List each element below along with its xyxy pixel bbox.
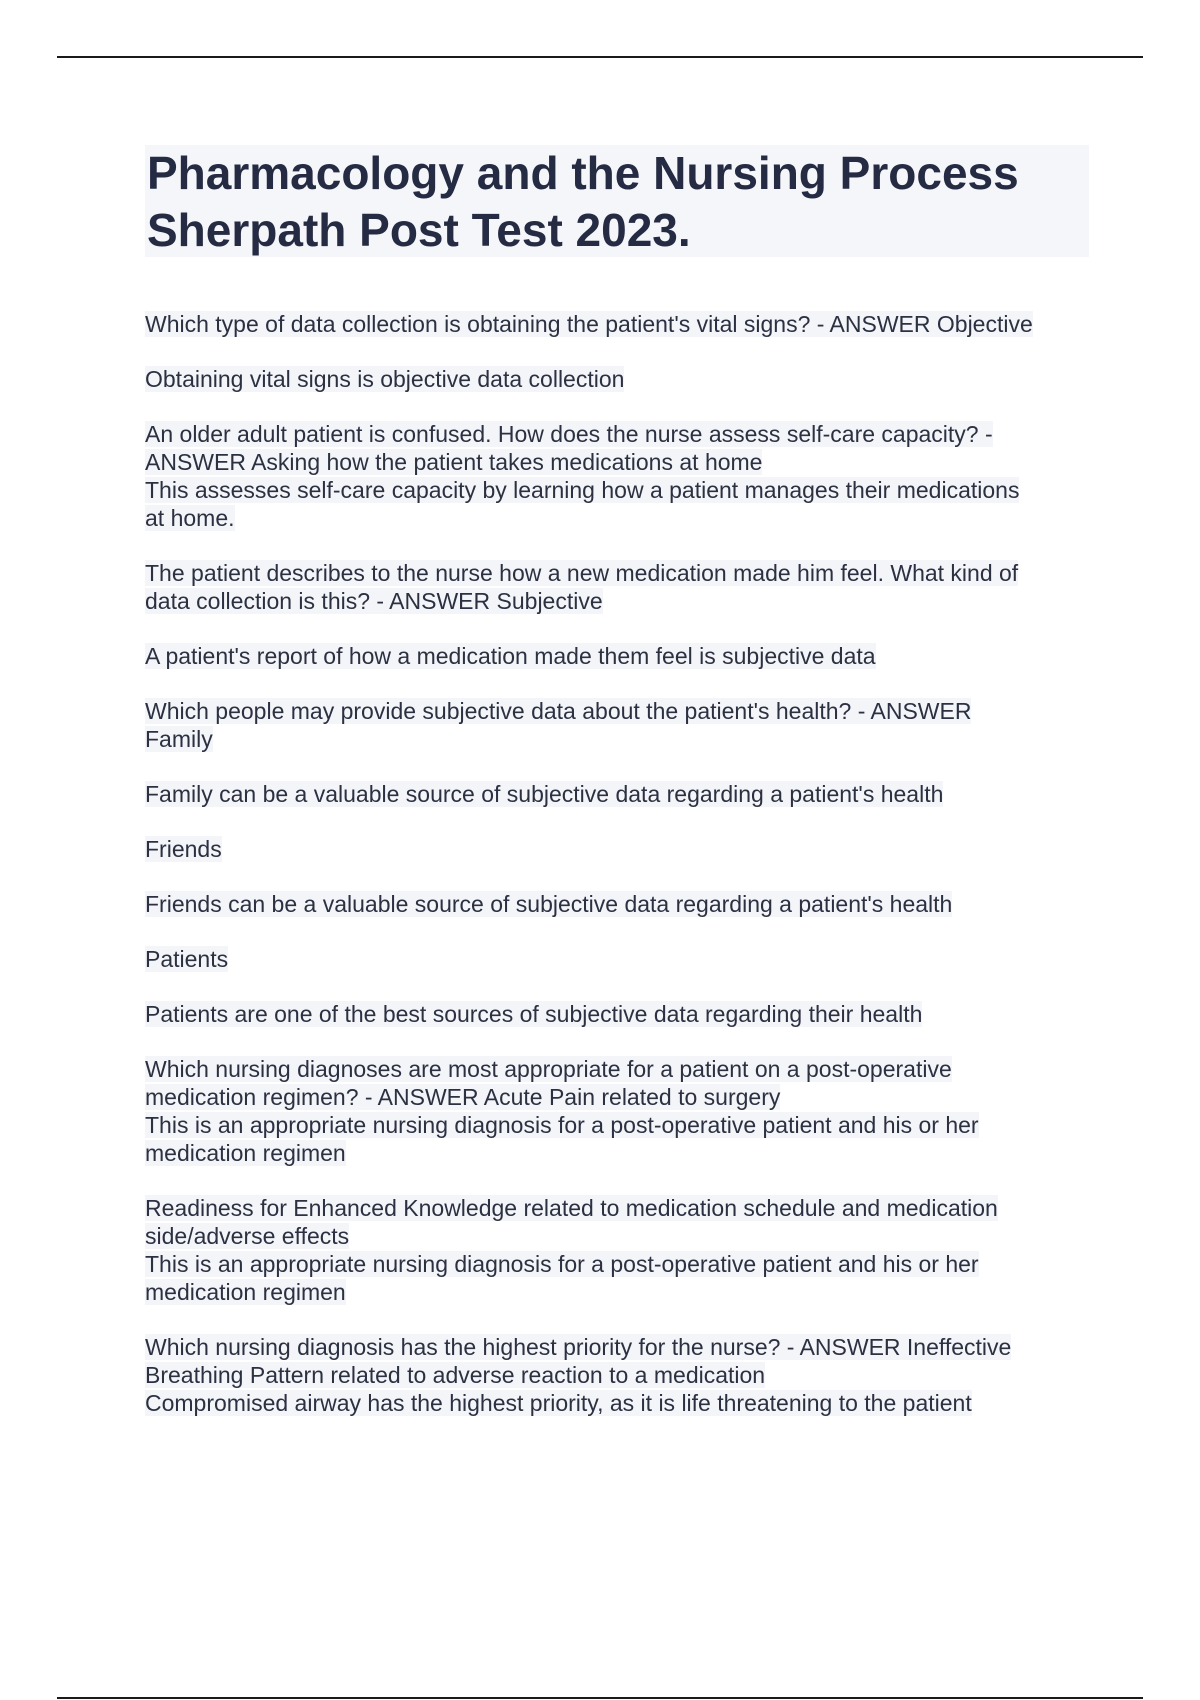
line-text: Which people may provide subjective data about the patient's health? - ANSWER [145, 698, 972, 724]
qa-paragraph [145, 642, 1095, 670]
paragraph-line [145, 890, 1095, 918]
line-text: Patients are one of the best sources of subjective data regarding their health [145, 1001, 923, 1027]
paragraph-line [145, 697, 1095, 725]
line-text: Which type of data collection is obtaining the patient's vital signs? - ANSWER Objective [145, 311, 1033, 337]
document-body [145, 310, 1095, 1444]
line-text: This is an appropriate nursing diagnosis for a post-operative patient and his or her [145, 1112, 979, 1138]
paragraph-line [145, 642, 1095, 670]
line-text: data collection is this? - ANSWER Subjective [145, 588, 603, 614]
qa-paragraph [145, 420, 1095, 532]
line-text: Which nursing diagnoses are most appropriate for a patient on a post-operative [145, 1056, 952, 1082]
line-text: Family can be a valuable source of subjective data regarding a patient's health [145, 781, 944, 807]
line-text: medication regimen [145, 1140, 346, 1166]
paragraph-line [145, 1083, 1095, 1111]
paragraph-line [145, 1111, 1095, 1139]
paragraph-line [145, 1000, 1095, 1028]
paragraph-line [145, 420, 1095, 448]
paragraph-line [145, 504, 1095, 532]
line-text: medication regimen [145, 1279, 346, 1305]
paragraph-line [145, 1361, 1095, 1389]
line-text: side/adverse effects [145, 1223, 350, 1249]
qa-paragraph [145, 559, 1095, 615]
line-text: This assesses self-care capacity by learning how a patient manages their medications [145, 477, 1020, 503]
bottom-rule [57, 1697, 1143, 1699]
paragraph-line [145, 1139, 1095, 1167]
line-text: ANSWER Asking how the patient takes medications at home [145, 449, 763, 475]
paragraph-line [145, 587, 1095, 615]
paragraph-line [145, 780, 1095, 808]
qa-paragraph [145, 1000, 1095, 1028]
qa-paragraph [145, 890, 1095, 918]
line-text: Friends [145, 836, 222, 862]
paragraph-line [145, 365, 1095, 393]
paragraph-line [145, 448, 1095, 476]
title-line-1: Pharmacology and the Nursing Process [147, 147, 1019, 199]
title-line-2: Sherpath Post Test 2023. [147, 204, 691, 256]
top-rule [57, 56, 1143, 58]
line-text: An older adult patient is confused. How does the nurse assess self-care capacity? - [145, 421, 993, 447]
qa-paragraph [145, 1055, 1095, 1167]
line-text: The patient describes to the nurse how a new medication made him feel. What kind of [145, 560, 1019, 586]
line-text: This is an appropriate nursing diagnosis for a post-operative patient and his or her [145, 1251, 979, 1277]
paragraph-line [145, 559, 1095, 587]
qa-paragraph [145, 1333, 1095, 1417]
qa-paragraph [145, 697, 1095, 753]
paragraph-line [145, 725, 1095, 753]
paragraph-line [145, 1250, 1095, 1278]
line-text: Compromised airway has the highest priority, as it is life threatening to the patient [145, 1390, 972, 1416]
paragraph-line [145, 476, 1095, 504]
line-text: Patients [145, 946, 229, 972]
qa-paragraph [145, 1194, 1095, 1306]
qa-paragraph [145, 945, 1095, 973]
line-text: Obtaining vital signs is objective data collection [145, 366, 625, 392]
qa-paragraph [145, 365, 1095, 393]
line-text: at home. [145, 505, 235, 531]
line-text: medication regimen? - ANSWER Acute Pain related to surgery [145, 1084, 781, 1110]
line-text: Friends can be a valuable source of subjective data regarding a patient's health [145, 891, 953, 917]
line-text: Readiness for Enhanced Knowledge related to medication schedule and medication [145, 1195, 998, 1221]
paragraph-line [145, 310, 1095, 338]
line-text: A patient's report of how a medication made them feel is subjective data [145, 643, 876, 669]
document-title [145, 145, 1089, 257]
paragraph-line [145, 1278, 1095, 1306]
paragraph-line [145, 1055, 1095, 1083]
paragraph-line [145, 1222, 1095, 1250]
paragraph-line [145, 945, 1095, 973]
qa-paragraph [145, 835, 1095, 863]
line-text: Which nursing diagnosis has the highest priority for the nurse? - ANSWER Ineffective [145, 1334, 1012, 1360]
line-text: Breathing Pattern related to adverse reaction to a medication [145, 1362, 766, 1388]
qa-paragraph [145, 780, 1095, 808]
paragraph-line [145, 1389, 1095, 1417]
paragraph-line [145, 1194, 1095, 1222]
paragraph-line [145, 1333, 1095, 1361]
paragraph-line [145, 835, 1095, 863]
qa-paragraph [145, 310, 1095, 338]
line-text: Family [145, 726, 213, 752]
